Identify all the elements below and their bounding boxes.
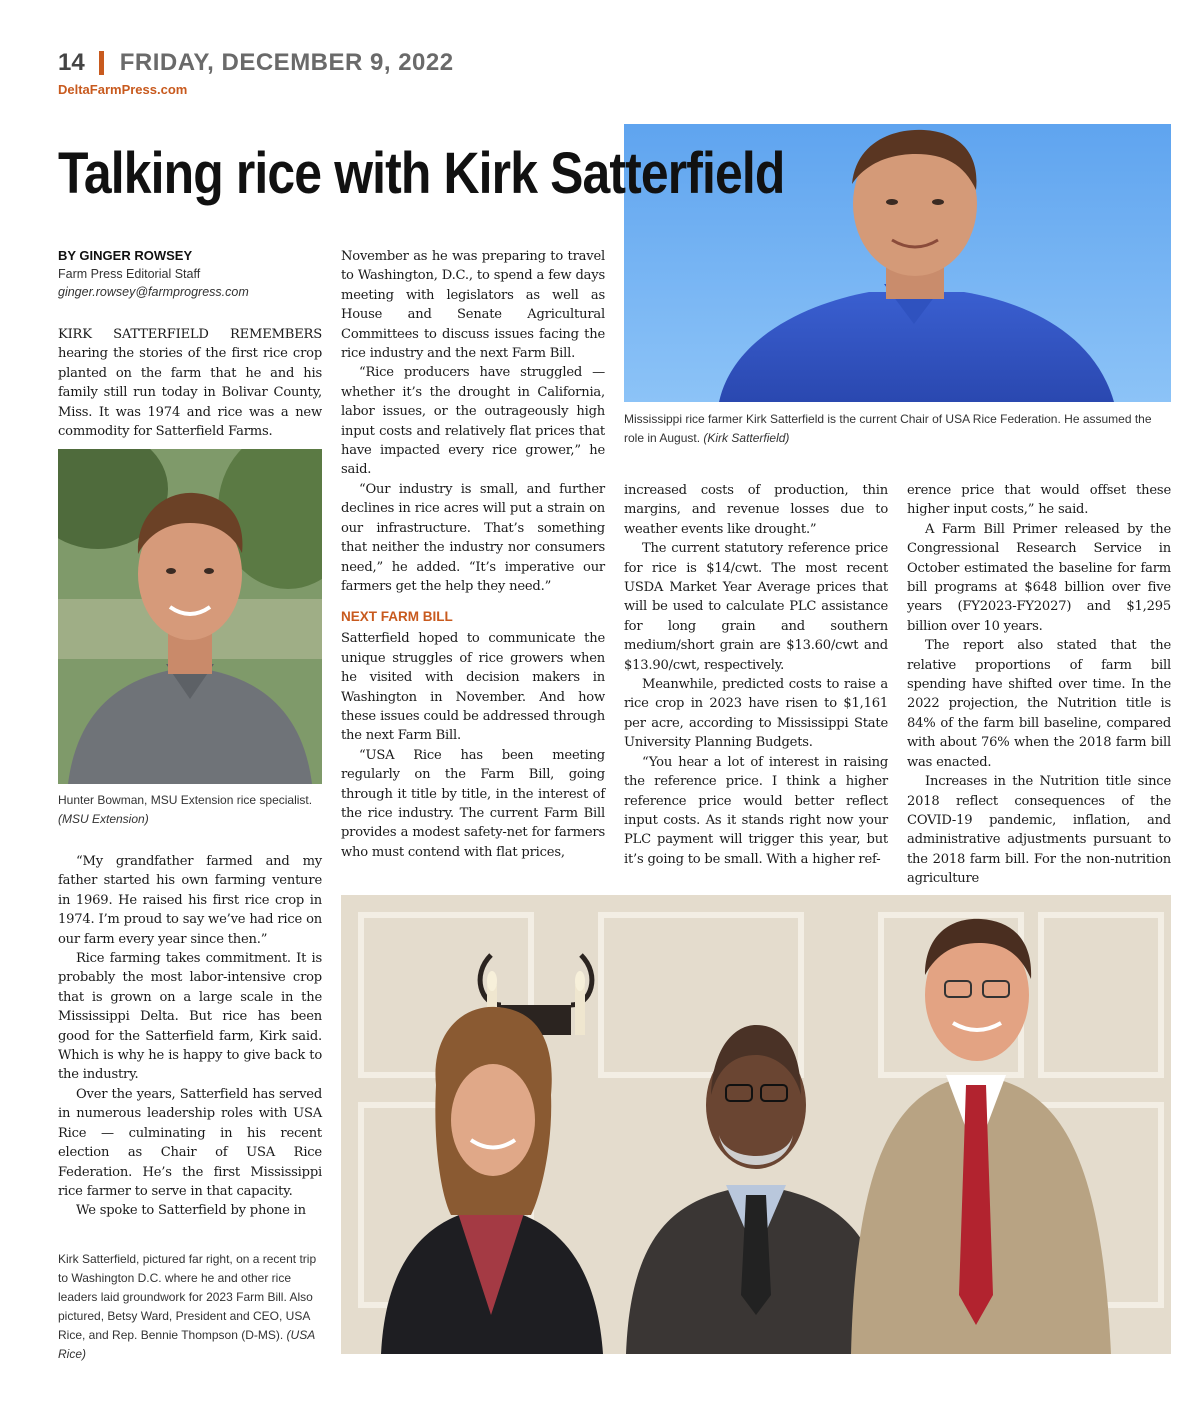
author-role: Farm Press Editorial Staff xyxy=(58,267,201,281)
paragraph: The report also stated that the relative proportions of farm bill spending have shifted over time. In the 2022 projection, the Nutrition title is 84% of the farm bill baseline, compared with about 76% when the 2018 farm bill was enacted. xyxy=(907,638,1171,770)
article-column-1-bottom xyxy=(58,852,322,1221)
paragraph: “USA Rice has been meeting regularly on the Farm Bill, going through it title by title, in the interest of the rice industry. The current Farm Bill provides a modest safety-net for farmers who must contend with flat prices, xyxy=(341,747,605,860)
photo-caption-group xyxy=(58,1250,320,1364)
caption-text: Mississippi rice farmer Kirk Satterfield is the current Chair of USA Rice Federation. He assumed the role in August. xyxy=(624,412,1152,445)
author-email: ginger.rowsey@farmprogress.com xyxy=(58,285,249,299)
paragraph: “You hear a lot of interest in raising the reference price. I think a higher reference price would better reflect input costs. As it stands right now your PLC payment will trigger this year, but it’s going to be small. With a higher ref- xyxy=(624,754,888,867)
issue-date: FRIDAY, DECEMBER 9, 2022 xyxy=(119,49,454,76)
page-header xyxy=(58,46,454,80)
hunter-bowman-photo xyxy=(58,449,322,784)
article-lead-paragraph xyxy=(58,325,322,441)
caption-text: Kirk Satterfield, pictured far right, on a recent trip to Washington D.C. where he and other rice leaders laid groundwork for 2023 Farm Bill. Also pictured, Betsy Ward, President and CEO, USA Rice, and Rep. Bennie Thompson (D-MS). xyxy=(58,1252,317,1342)
paragraph: The current statutory reference price for rice is $14/cwt. The most recent USDA Market Year Average prices that will be used to calculate PLC assistance for long grain and southern medium/short grain are $13.60/cwt and $13.90/cwt, respectively. xyxy=(624,541,888,673)
page-number: 14 xyxy=(58,49,85,76)
article-column-4 xyxy=(907,481,1171,889)
header-divider-bar xyxy=(99,51,104,75)
lead-in: KIRK SATTERFIELD REMEMBERS xyxy=(58,327,322,342)
paragraph: Meanwhile, predicted costs to raise a rice crop in 2023 have risen to $1,161 per acre, according to Mississippi State University Planning Budgets. xyxy=(624,677,888,751)
photo-caption-hunter xyxy=(58,791,322,829)
paragraph: “Rice producers have struggled — whether it’s the drought in California, labor issues, or the outrageously high input costs and relatively flat prices that have impacted every rice grower,” he said. xyxy=(341,365,605,478)
paragraph: “Our industry is small, and further declines in rice acres will put a strain on our infrastructure. That’s something that neither the industry nor consumers need,” he added. “It’s imperative our farmers get the help they need.” xyxy=(341,481,605,594)
site-url: DeltaFarmPress.com xyxy=(58,82,188,97)
photo-caption-top xyxy=(624,410,1171,448)
paragraph: We spoke to Satterfield by phone in xyxy=(76,1203,306,1219)
paragraph: erence price that would offset these higher input costs,” he said. xyxy=(907,483,1171,518)
paragraph: Satterfield hoped to communicate the unique struggles of rice growers when he visited with decision makers in Washington in November. And how these issues could be addressed through the next Farm Bill. xyxy=(341,631,605,744)
paragraph: November as he was preparing to travel to Washington, D.C., to spend a few days meeting with legislators as well as House and Senate Agricultural Committees to discuss issues facing the rice industry and the next Farm Bill. xyxy=(341,249,605,362)
paragraph: increased costs of production, thin margins, and revenue losses due to weather events like drought.” xyxy=(624,483,888,537)
byline xyxy=(58,247,322,301)
washington-group-photo xyxy=(341,895,1171,1354)
article-headline: Talking rice with Kirk Satterfield xyxy=(58,141,785,206)
caption-text: Hunter Bowman, MSU Extension rice specialist. xyxy=(58,793,313,807)
paragraph: Over the years, Satterfield has served in numerous leadership roles with USA Rice — culminating in his recent election as Chair of USA Rice Federation. He’s the first Mississippi rice farmer to serve in that capacity. xyxy=(58,1086,322,1199)
paragraph: “My grandfather farmed and my father started his own farming venture in 1969. He raised his first rice crop in 1974. I’m proud to say we’ve had rice on our farm every year since then.” xyxy=(58,854,322,947)
paragraph: A Farm Bill Primer released by the Congressional Research Service in October estimated the baseline for farm bill programs at $648 billion over five years (FY2023-FY2027) and $1,295 billion over 10 years. xyxy=(907,521,1171,634)
article-column-3 xyxy=(624,481,888,869)
photo-credit: (Kirk Satterfield) xyxy=(703,431,790,445)
article-column-1-top xyxy=(58,325,322,441)
photo-credit: (MSU Extension) xyxy=(58,812,149,826)
section-subhead: NEXT FARM BILL xyxy=(341,609,453,625)
paragraph-text: hearing the stories of the first rice crop planted on the farm that he and his family still run today in Bolivar County, Miss. It was 1974 and rice was a new commodity for Satterfield Farms. xyxy=(58,346,322,440)
photo-credit: (USA Rice) xyxy=(58,1328,315,1361)
article-column-2 xyxy=(341,247,605,862)
author-name: BY GINGER ROWSEY xyxy=(58,248,193,263)
paragraph: Rice farming takes commitment. It is probably the most labor-intensive crop that is grown on a large scale in the Mississippi Delta. But rice has been good for the Satterfield farm, Kirk said. Which is why he is happy to give back to the industry. xyxy=(58,951,322,1083)
paragraph: Increases in the Nutrition title since 2018 reflect consequences of the COVID-19 pandemic, inflation, and administrative adjustments pursuant to the 2018 farm bill. For the non-nutrition agriculture xyxy=(907,774,1171,887)
